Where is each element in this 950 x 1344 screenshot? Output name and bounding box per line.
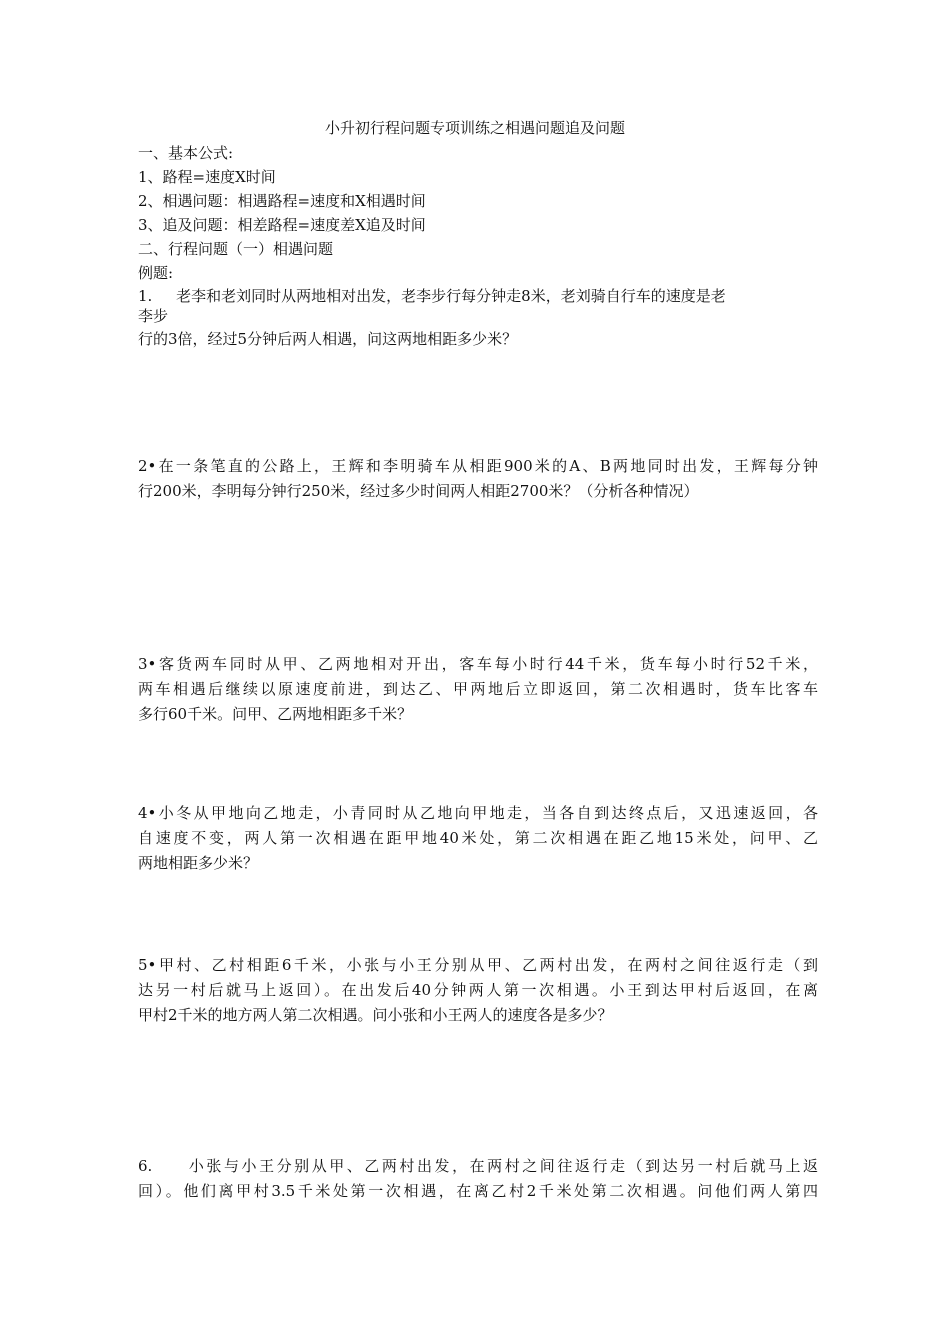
formulas-heading: 一、基本公式:: [138, 144, 234, 162]
problem-line: 5•甲村、乙村相距6千米，小张与小王分别从甲、乙两村出发，在两村之间往返行走（到: [138, 956, 818, 974]
problem-line: 达另一村后就马上返回）。在出发后40分钟两人第一次相遇。小王到达甲村后返回，在离: [138, 981, 818, 999]
examples-label: 例题:: [138, 264, 174, 282]
problem-line: 自速度不变，两人第一次相遇在距甲地40米处，第二次相遇在距乙地15米处，问甲、乙: [138, 829, 818, 847]
formula-chasing: 3、追及问题：相差路程=速度差X追及时间: [138, 216, 426, 234]
problem-line: 1. 老李和老刘同时从两地相对出发，老李步行每分钟走8米，老刘骑自行车的速度是老: [138, 287, 726, 305]
formula-distance: 1、路程=速度X时间: [138, 168, 276, 186]
problem-line: 2•在一条笔直的公路上，王辉和李明骑车从相距900米的A、B两地同时出发，王辉每分钟: [138, 457, 818, 475]
document-title: 小升初行程问题专项训练之相遇问题追及问题: [324, 119, 625, 137]
problem-line: 回）。他们离甲村3.5千米处第一次相遇，在离乙村2千米处第二次相遇。问他们两人第四: [138, 1182, 818, 1200]
problem-line: 行的3倍，经过5分钟后两人相遇，问这两地相距多少米？: [138, 330, 518, 348]
problem-line: 多行60千米。问甲、乙两地相距多千米？: [138, 705, 413, 723]
problem-line: 两车相遇后继续以原速度前进，到达乙、甲两地后立即返回，第二次相遇时，货车比客车: [138, 680, 818, 698]
problem-line: 两地相距多少米？: [138, 854, 259, 872]
problem-line: 3•客货两车同时从甲、乙两地相对开出，客车每小时行44千米，货车每小时行52千米，: [138, 655, 818, 673]
problem-line: 甲村2千米的地方两人第二次相遇。问小张和小王两人的速度各是多少？: [138, 1006, 613, 1024]
problem-line: 6. 小张与小王分别从甲、乙两村出发，在两村之间往返行走（到达另一村后就马上返: [138, 1157, 818, 1175]
problem-line: 行200米，李明每分钟行250米，经过多少时间两人相距2700米？（分析各种情况）: [138, 482, 699, 500]
part2-heading: 二、行程问题（一）相遇问题: [138, 240, 334, 258]
formula-meeting: 2、相遇问题：相遇路程=速度和X相遇时间: [138, 192, 426, 210]
problem-line: 4•小冬从甲地向乙地走，小青同时从乙地向甲地走，当各自到达终点后，又迅速返回，各: [138, 804, 818, 822]
problem-line: 李步: [138, 307, 169, 325]
